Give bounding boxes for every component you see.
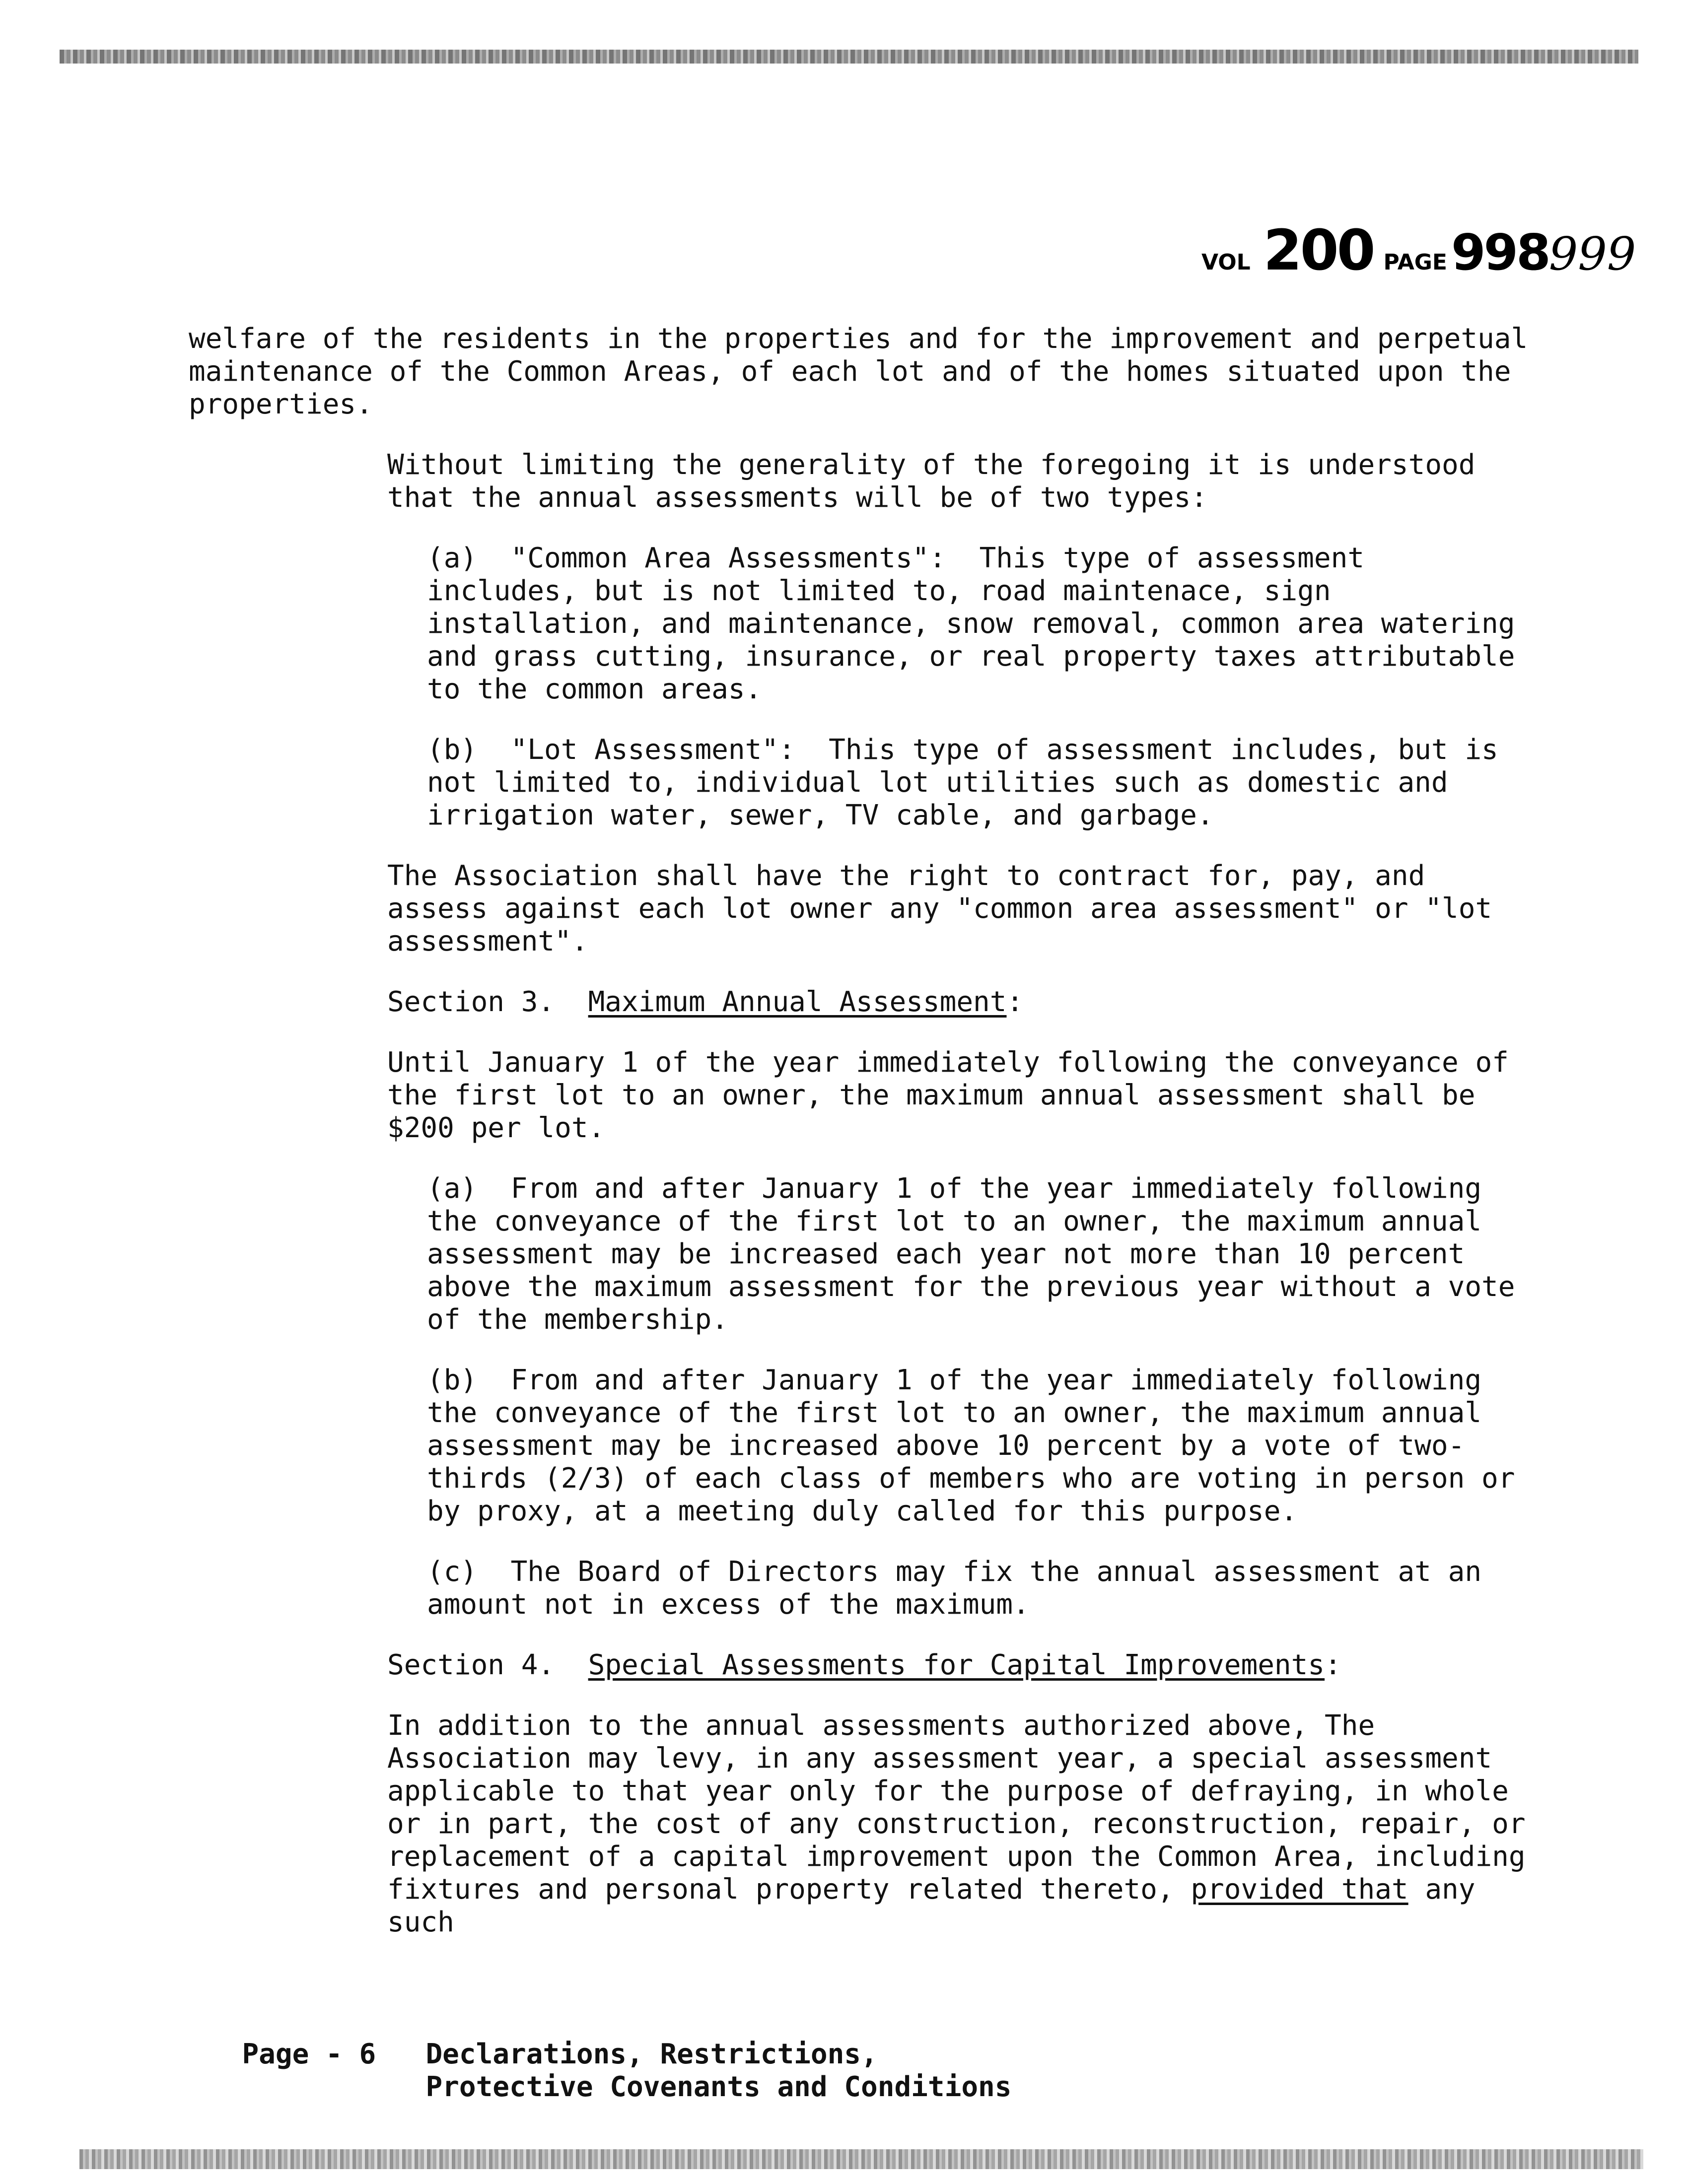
volume-number: 200 <box>1263 218 1374 283</box>
paragraph-welfare: welfare of the residents in the properties and for the improvement and perpetual maintenance of the Common Areas, of each lot and of the homes situated upon the properties. <box>189 323 1545 420</box>
paragraph-special-assessments: In addition to the annual assessments authorized above, The Association may levy, in any assessment year, a special assessment applicable to that year only for the purpose of defraying, in whole or in part, the cost of any construction, reconstruction, repair, or replacement of a capital improvement upon the Common Area, including fixtures and personal property related thereto, provided that any such <box>387 1709 1543 1938</box>
item-3a: (a) From and after January 1 of the year immediately following the conveyance of the first lot to an owner, the maximum annual assessment may be increased each year not more than 10 percent above the maximum assessment for the previous year without a vote of the membership. <box>427 1172 1532 1336</box>
item-lot-assessment: (b) "Lot Assessment": This type of assessment includes, but is not limited to, individual lot utilities such as domestic and irrigation water, sewer, TV cable, and garbage. <box>427 734 1515 831</box>
page-footer <box>209 2005 1011 2104</box>
paragraph-two-types: Without limiting the generality of the foregoing it is understood that the annual assessments will be of two types: <box>387 449 1492 514</box>
recording-reference <box>1201 218 1636 283</box>
section-3-label: Section 3. <box>387 986 555 1018</box>
item-common-area-assessments: (a) "Common Area Assessments": This type of assessment includes, but is not limited to, road maintenace, sign installation, and maintenance, snow removal, common area watering and grass cutting, insurance, or real property taxes attributable to the common areas. <box>427 542 1532 705</box>
provided-that-phrase: provided that <box>1191 1873 1408 1906</box>
stamped-page-number: 998 <box>1451 223 1549 281</box>
paragraph-max-assessment: Until January 1 of the year immediately following the conveyance of the first lot to an owner, the maximum annual assessment shall be $200 per lot. <box>387 1046 1526 1144</box>
footer-page-number: Page - 6 <box>242 2038 376 2070</box>
item-3c: (c) The Board of Directors may fix the annual assessment at an amount not in excess of the maximum. <box>427 1556 1498 1621</box>
section-4-title: Special Assessments for Capital Improvements <box>588 1649 1325 1681</box>
document-body <box>189 323 1545 1967</box>
page-label: PAGE <box>1383 250 1447 275</box>
handwritten-page-number: 999 <box>1548 227 1636 280</box>
footer-document-title: Declarations, Restrictions, Protective Covenants and Conditions <box>425 2038 1012 2103</box>
volume-label: VOL <box>1201 250 1251 275</box>
paragraph-association-right: The Association shall have the right to contract for, pay, and assess against each lot owner any "common area assessment" or "lot assessment". <box>387 860 1509 957</box>
section-3-heading: Section 3. Maximum Annual Assessment: <box>387 986 1024 1018</box>
scan-edge-top <box>60 50 1638 64</box>
section-4-label: Section 4. <box>387 1649 555 1681</box>
section-3-title: Maximum Annual Assessment <box>588 986 1007 1018</box>
section-4-heading: Section 4. Special Assessments for Capital Improvements: <box>387 1649 1341 1681</box>
item-3b: (b) From and after January 1 of the year immediately following the conveyance of the first lot to an owner, the maximum annual assessment may be increased above 10 percent by a vote of two-thirds (2/3) of each class of members who are voting in person or by proxy, at a meeting duly called for this purpose. <box>427 1364 1532 1527</box>
scan-edge-bottom <box>79 2149 1643 2169</box>
